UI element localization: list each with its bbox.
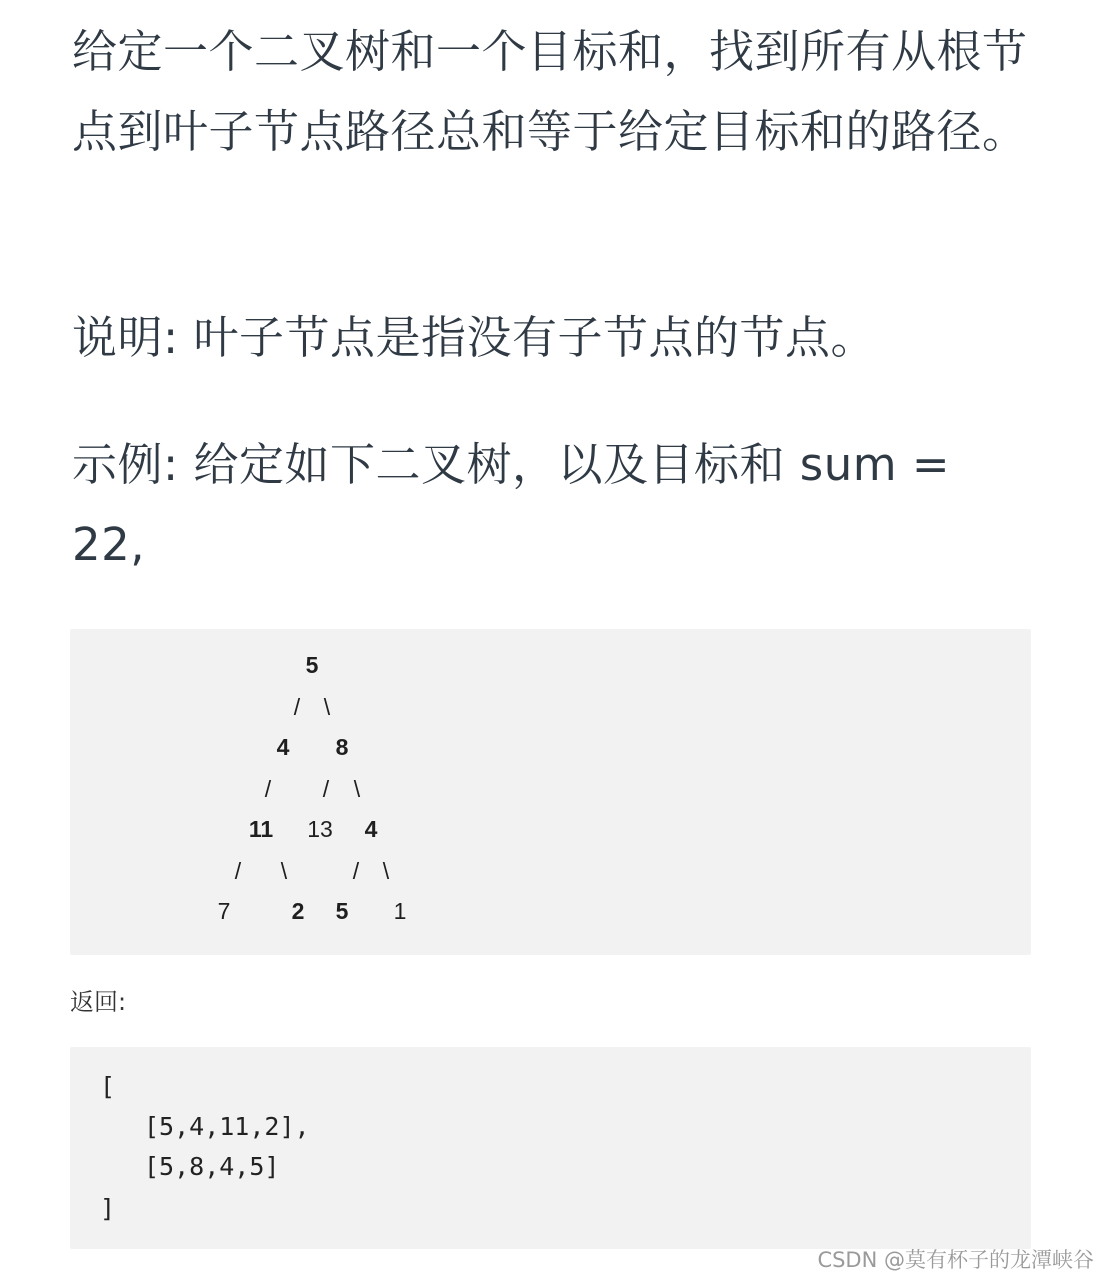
result-open-bracket: [ [100, 1072, 116, 1101]
tree-row-3 [70, 809, 1031, 849]
tree-row-2 [70, 727, 1031, 767]
tree-node: 4 [276, 734, 290, 760]
tree-node: 11 [248, 816, 274, 842]
tree-edge: / [322, 776, 330, 802]
csdn-watermark: CSDN @莫有杯子的龙潭峡谷 [817, 1248, 1094, 1272]
problem-description: 给定一个二叉树和一个目标和，找到所有从根节点到叶子节点路径总和等于给定目标和的路径。 [72, 25, 1028, 158]
tree-node: 8 [335, 734, 349, 760]
tree-node: 13 [307, 816, 333, 842]
tree-node: 2 [291, 898, 305, 924]
tree-row-4 [70, 891, 1031, 931]
tree-node: 7 [217, 898, 231, 924]
tree-edge: / [264, 776, 272, 802]
tree-code-block [70, 629, 1031, 955]
return-label: 返回: [70, 988, 127, 1016]
tree-row-1 [70, 645, 1031, 685]
result-path: [5,8,4,5] [144, 1152, 280, 1181]
tree-edges-2 [70, 769, 1031, 809]
tree-edge: / [352, 858, 360, 884]
tree-node-root: 5 [305, 652, 319, 678]
tree-node: 4 [364, 816, 378, 842]
tree-edge: \ [353, 776, 361, 802]
example-intro: 示例: 给定如下二叉树，以及目标和 sum = 22, [72, 438, 951, 571]
tree-edges-1 [70, 687, 1031, 727]
tree-edge: \ [323, 694, 331, 720]
tree-edge: \ [280, 858, 288, 884]
tree-edge: \ [382, 858, 390, 884]
tree-node: 5 [335, 898, 349, 924]
problem-note: 说明: 叶子节点是指没有子节点的节点。 [72, 311, 876, 364]
result-path: [5,4,11,2], [144, 1112, 310, 1141]
tree-node: 1 [393, 898, 407, 924]
tree-edges-3 [70, 851, 1031, 891]
tree-edge: / [293, 694, 301, 720]
result-code-block [70, 1047, 1031, 1249]
tree-edge: / [234, 858, 242, 884]
result-close-bracket: ] [100, 1194, 116, 1223]
